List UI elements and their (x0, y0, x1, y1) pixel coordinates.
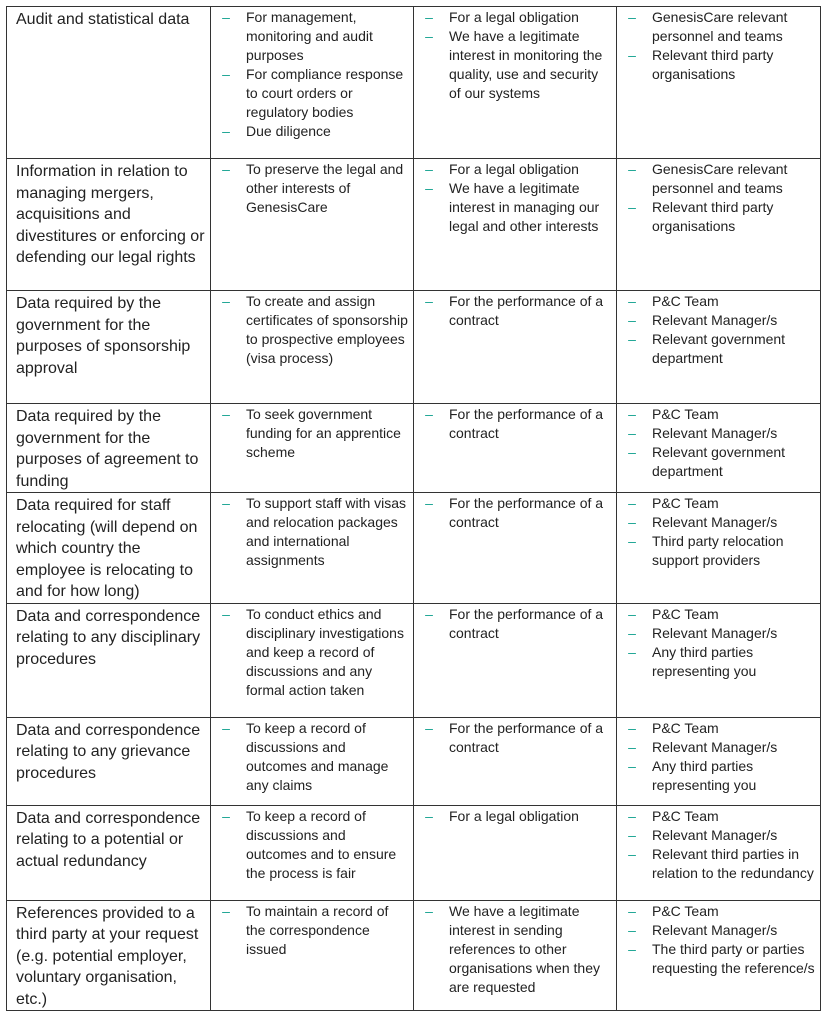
bullet-list (626, 902, 816, 978)
dash-bullet-icon: – (425, 293, 433, 309)
list-item-text: For the performance of a contract (449, 719, 604, 755)
dash-bullet-icon: – (628, 902, 636, 919)
legal-basis-cell (414, 805, 617, 900)
legal-basis-cell (414, 717, 617, 805)
bullet-list (423, 8, 612, 103)
list-item-text: Relevant Manager/s (652, 514, 778, 530)
legal-basis-item (423, 160, 612, 179)
dash-bullet-icon: – (222, 9, 230, 25)
dash-bullet-icon: – (628, 533, 636, 549)
dash-bullet-icon: – (425, 807, 433, 824)
list-item-text: P&C Team (652, 807, 719, 824)
list-item-text: We have a legitimate interest in sending references to other organisations when they are requested (449, 902, 600, 995)
recipients-cell (617, 404, 821, 493)
recipient-item (626, 311, 816, 330)
recipient-item (626, 494, 816, 513)
list-item-text: For a legal obligation (449, 807, 579, 824)
bullet-list (423, 160, 612, 236)
list-item-text: For the performance of a contract (449, 605, 604, 641)
dash-bullet-icon: – (628, 293, 636, 309)
data-category-cell: Data required for staff relocating (will depend on which country the employee is relocating to and for how long) (7, 493, 211, 604)
list-item-text: Any third parties representing you (652, 757, 757, 793)
bullet-list (423, 494, 612, 532)
purpose-cell (211, 493, 414, 604)
list-item-text: We have a legitimate interest in managing our legal and other interests (449, 180, 600, 234)
recipient-item (626, 605, 816, 624)
dash-bullet-icon: – (628, 9, 636, 25)
dash-bullet-icon: – (222, 495, 230, 511)
table-row (7, 900, 821, 1011)
dash-bullet-icon: – (222, 902, 230, 919)
bullet-list (423, 405, 612, 443)
recipient-item (626, 940, 816, 978)
bullet-list (423, 807, 612, 826)
legal-basis-item (423, 902, 612, 997)
dash-bullet-icon: – (628, 425, 636, 441)
recipient-item (626, 902, 816, 921)
recipients-cell (617, 291, 821, 404)
purpose-cell (211, 404, 414, 493)
recipients-cell (617, 717, 821, 805)
legal-basis-cell (414, 493, 617, 604)
dash-bullet-icon: – (628, 331, 636, 347)
list-item-text: P&C Team (652, 719, 719, 736)
dash-bullet-icon: – (425, 28, 433, 44)
list-item-text: We have a legitimate interest in monitoring the quality, use and security of our systems (449, 28, 603, 101)
dash-bullet-icon: – (222, 605, 230, 622)
recipient-item (626, 330, 816, 368)
data-category-cell: Data and correspondence relating to a potential or actual redundancy (7, 805, 211, 900)
dash-bullet-icon: – (425, 9, 433, 25)
recipient-item (626, 921, 816, 940)
recipients-cell (617, 7, 821, 159)
legal-basis-item (423, 405, 612, 443)
recipient-item (626, 624, 816, 643)
recipients-cell (617, 805, 821, 900)
list-item-text: P&C Team (652, 902, 719, 919)
dash-bullet-icon: – (222, 123, 230, 139)
bullet-list (220, 494, 409, 570)
recipient-item (626, 738, 816, 757)
recipient-item (626, 845, 816, 883)
dash-bullet-icon: – (628, 514, 636, 530)
purpose-item (220, 292, 409, 368)
recipient-item (626, 424, 816, 443)
bullet-list (423, 605, 612, 643)
list-item-text: For a legal obligation (449, 9, 579, 25)
data-category-cell: Information in relation to managing mergers, acquisitions and divestitures or enforcing or defending our legal rights (7, 159, 211, 291)
list-item-text: For management, monitoring and audit purposes (246, 9, 373, 63)
dash-bullet-icon: – (628, 624, 636, 641)
table-body (7, 7, 821, 1011)
legal-basis-cell (414, 603, 617, 717)
dash-bullet-icon: – (628, 826, 636, 843)
recipient-item (626, 8, 816, 46)
legal-basis-item (423, 605, 612, 643)
purpose-item (220, 494, 409, 570)
bullet-list (626, 160, 816, 236)
list-item-text: The third party or parties requesting the reference/s (652, 940, 815, 976)
list-item-text: For the performance of a contract (449, 495, 604, 530)
table-row (7, 159, 821, 291)
bullet-list (626, 605, 816, 681)
bullet-list (626, 807, 816, 883)
recipient-item (626, 807, 816, 826)
list-item-text: P&C Team (652, 605, 719, 622)
list-item-text: Relevant Manager/s (652, 425, 778, 441)
list-item-text: To conduct ethics and disciplinary investigations and keep a record of discussions and any formal action taken (246, 605, 404, 698)
legal-basis-item (423, 494, 612, 532)
dash-bullet-icon: – (628, 940, 636, 957)
dash-bullet-icon: – (628, 444, 636, 460)
legal-basis-item (423, 292, 612, 330)
table-row (7, 291, 821, 404)
table-row (7, 603, 821, 717)
dash-bullet-icon: – (628, 406, 636, 422)
purpose-cell (211, 159, 414, 291)
list-item-text: Relevant third parties in relation to the redundancy (652, 845, 814, 881)
bullet-list (423, 719, 612, 757)
recipient-item (626, 292, 816, 311)
dash-bullet-icon: – (222, 66, 230, 82)
list-item-text: To create and assign certificates of sponsorship to prospective employees (visa process) (246, 293, 408, 366)
dash-bullet-icon: – (222, 293, 230, 309)
recipient-item (626, 532, 816, 570)
dash-bullet-icon: – (628, 719, 636, 736)
table-row (7, 805, 821, 900)
list-item-text: P&C Team (652, 293, 719, 309)
dash-bullet-icon: – (222, 406, 230, 422)
list-item-text: To support staff with visas and relocation packages and international assignments (246, 495, 407, 568)
table-row (7, 717, 821, 805)
list-item-text: Relevant Manager/s (652, 826, 778, 843)
list-item-text: Relevant third party organisations (652, 47, 774, 82)
bullet-list (626, 292, 816, 368)
list-item-text: Due diligence (246, 123, 331, 139)
list-item-text: Relevant government department (652, 444, 786, 479)
dash-bullet-icon: – (425, 495, 433, 511)
data-processing-table (6, 6, 821, 1011)
dash-bullet-icon: – (628, 605, 636, 622)
data-category-cell: Data and correspondence relating to any disciplinary procedures (7, 603, 211, 717)
recipient-item (626, 757, 816, 795)
dash-bullet-icon: – (628, 161, 636, 177)
recipients-cell (617, 603, 821, 717)
bullet-list (423, 902, 612, 997)
bullet-list (626, 405, 816, 481)
recipients-cell (617, 900, 821, 1011)
legal-basis-item (423, 179, 612, 236)
bullet-list (626, 719, 816, 795)
list-item-text: Relevant Manager/s (652, 921, 778, 938)
list-item-text: Relevant Manager/s (652, 312, 778, 328)
list-item-text: To maintain a record of the correspondence issued (246, 902, 389, 957)
purpose-cell (211, 717, 414, 805)
dash-bullet-icon: – (222, 807, 230, 824)
bullet-list (626, 8, 816, 84)
legal-basis-cell (414, 404, 617, 493)
dash-bullet-icon: – (628, 921, 636, 938)
recipient-item (626, 643, 816, 681)
list-item-text: GenesisCare relevant personnel and teams (652, 161, 788, 196)
recipient-item (626, 160, 816, 198)
recipient-item (626, 198, 816, 236)
purpose-item (220, 405, 409, 462)
legal-basis-cell (414, 900, 617, 1011)
dash-bullet-icon: – (425, 902, 433, 919)
dash-bullet-icon: – (425, 605, 433, 622)
recipients-cell (617, 159, 821, 291)
bullet-list (220, 405, 409, 462)
purpose-item (220, 807, 409, 883)
dash-bullet-icon: – (628, 807, 636, 824)
data-category-cell: Data and correspondence relating to any grievance procedures (7, 717, 211, 805)
dash-bullet-icon: – (628, 47, 636, 63)
purpose-cell (211, 291, 414, 404)
legal-basis-cell (414, 291, 617, 404)
list-item-text: To keep a record of discussions and outcomes and to ensure the process is fair (246, 807, 397, 881)
list-item-text: For the performance of a contract (449, 406, 604, 441)
list-item-text: GenesisCare relevant personnel and teams (652, 9, 788, 44)
recipient-item (626, 826, 816, 845)
list-item-text: Any third parties representing you (652, 643, 757, 679)
dash-bullet-icon: – (222, 161, 230, 177)
dash-bullet-icon: – (628, 312, 636, 328)
bullet-list (220, 902, 409, 959)
data-category-cell: Data required by the government for the purposes of agreement to funding (7, 404, 211, 493)
dash-bullet-icon: – (425, 180, 433, 196)
dash-bullet-icon: – (628, 495, 636, 511)
bullet-list (220, 160, 409, 217)
purpose-item (220, 160, 409, 217)
list-item-text: Relevant third party organisations (652, 199, 774, 234)
data-category-cell: Data required by the government for the purposes of sponsorship approval (7, 291, 211, 404)
bullet-list (220, 807, 409, 883)
list-item-text: Relevant government department (652, 331, 786, 366)
recipient-item (626, 46, 816, 84)
bullet-list (220, 292, 409, 368)
list-item-text: For the performance of a contract (449, 293, 604, 328)
dash-bullet-icon: – (628, 845, 636, 862)
list-item-text: Third party relocation support providers (652, 533, 784, 568)
recipient-item (626, 443, 816, 481)
list-item-text: Relevant Manager/s (652, 624, 778, 641)
recipient-item (626, 719, 816, 738)
data-category-cell: Audit and statistical data (7, 7, 211, 159)
dash-bullet-icon: – (628, 643, 636, 660)
dash-bullet-icon: – (628, 757, 636, 774)
list-item-text: To keep a record of discussions and outcomes and manage any claims (246, 719, 389, 793)
bullet-list (626, 494, 816, 570)
legal-basis-item (423, 719, 612, 757)
bullet-list (220, 719, 409, 795)
dash-bullet-icon: – (628, 738, 636, 755)
recipient-item (626, 513, 816, 532)
dash-bullet-icon: – (425, 719, 433, 736)
legal-basis-cell (414, 159, 617, 291)
legal-basis-item (423, 27, 612, 103)
dash-bullet-icon: – (425, 406, 433, 422)
purpose-item (220, 902, 409, 959)
dash-bullet-icon: – (628, 199, 636, 215)
recipient-item (626, 405, 816, 424)
list-item-text: For compliance response to court orders or regulatory bodies (246, 66, 404, 120)
purpose-item (220, 605, 409, 700)
purpose-item (220, 65, 409, 122)
list-item-text: P&C Team (652, 495, 719, 511)
legal-basis-cell (414, 7, 617, 159)
purpose-cell (211, 900, 414, 1011)
table-row (7, 7, 821, 159)
data-category-cell: References provided to a third party at your request (e.g. potential employer, voluntary organisation, etc.) (7, 900, 211, 1011)
purpose-cell (211, 603, 414, 717)
dash-bullet-icon: – (222, 719, 230, 736)
purpose-item (220, 8, 409, 65)
purpose-item (220, 719, 409, 795)
list-item-text: Relevant Manager/s (652, 738, 778, 755)
recipients-cell (617, 493, 821, 604)
bullet-list (220, 8, 409, 141)
table-row (7, 493, 821, 604)
list-item-text: P&C Team (652, 406, 719, 422)
list-item-text: To seek government funding for an apprentice scheme (246, 406, 401, 460)
list-item-text: For a legal obligation (449, 161, 579, 177)
dash-bullet-icon: – (425, 161, 433, 177)
purpose-cell (211, 7, 414, 159)
legal-basis-item (423, 8, 612, 27)
table-row (7, 404, 821, 493)
bullet-list (220, 605, 409, 700)
purpose-item (220, 122, 409, 141)
purpose-cell (211, 805, 414, 900)
legal-basis-item (423, 807, 612, 826)
list-item-text: To preserve the legal and other interests of GenesisCare (246, 161, 404, 215)
bullet-list (423, 292, 612, 330)
